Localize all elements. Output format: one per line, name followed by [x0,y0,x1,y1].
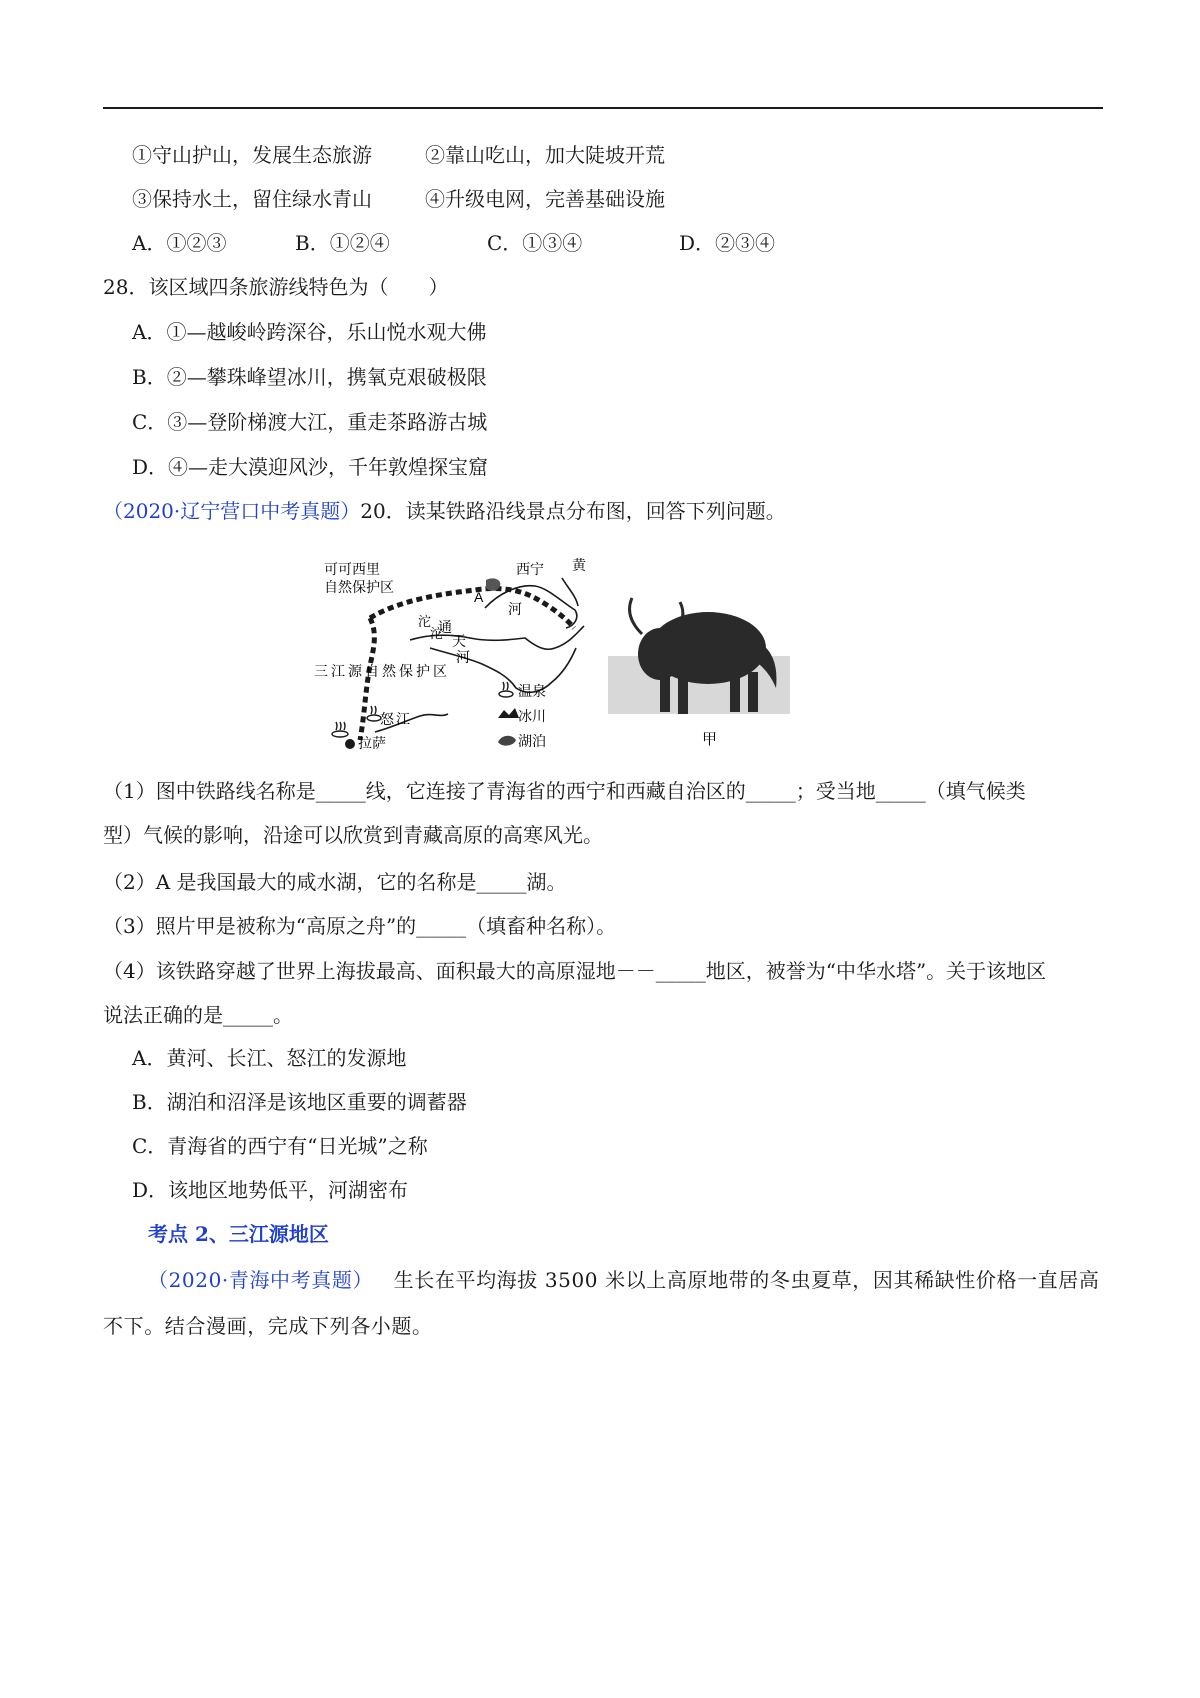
choice-d: D．②③④ [679,231,776,255]
railway-map-figure [314,557,850,751]
label-sanjiang: 三江源自然保护区 [314,663,450,679]
hotspring-legend-icon [499,682,513,697]
q20-part4-line2: 说法正确的是_____。 [103,1003,293,1027]
legend-lake: 湖泊 [518,733,546,749]
railway-line-south [360,618,374,740]
label-reserve: 自然保护区 [324,579,394,595]
legend-hotspring: 温泉 [518,683,546,699]
q28-choice-a: A．①—越峻岭跨深谷，乐山悦水观大佛 [132,320,487,344]
lake-legend-icon [498,736,516,746]
choice-a: A．①②③ [132,231,227,255]
photo-caption: 甲 [702,731,718,748]
header-rule [103,107,1103,109]
label-jiang: 江 [396,711,410,727]
qinghai-source: （2020·青海中考真题） [148,1268,374,1292]
q20-part2: （2）A 是我国最大的咸水湖，它的名称是_____湖。 [103,870,567,894]
qinghai-line1 [148,1266,1099,1294]
legend-glacier: 冰川 [518,708,546,724]
label-tong-3: 河 [456,649,470,665]
option-item-3: ③保持水土，留住绿水青山 [132,187,372,211]
map-legend [498,682,546,749]
section-title: 考点 2、三江源地区 [148,1222,329,1246]
q20-part1-line2: 型）气候的影响，沿途可以欣赏到青藏高原的高寒风光。 [103,823,603,847]
label-he: 河 [508,601,522,617]
q20-heading [103,497,786,525]
q28-choice-b: B．②—攀珠峰望冰川，携氧克艰破极限 [132,365,487,389]
option-item-2: ②靠山吃山，加大陡坡开荒 [425,143,665,167]
label-huang: 黄 [572,557,586,573]
glacier-legend-icon [498,708,519,718]
railway-line [370,588,574,628]
q28-choice-c: C．③—登阶梯渡大江，重走茶路游古城 [132,410,488,434]
label-kekexili: 可可西里 [324,561,380,577]
choice-b: B．①②④ [295,231,390,255]
lhasa-marker [345,739,355,749]
yak-photo [608,598,790,748]
q20-part1-line1: （1）图中铁路线名称是_____线，它连接了青海省的西宁和西藏自治区的_____；受当地_____（填气候类 [103,779,1026,803]
q20-part4-line1: （4）该铁路穿越了世界上海拔最高、面积最大的高原湿地－－_____地区，被誉为“中华水塔”。关于该地区 [103,959,1047,983]
label-tuotuo-1: 沱 [430,626,444,641]
q20-choice-c: C．青海省的西宁有“日光城”之称 [132,1134,428,1158]
label-tuotuo-2: 沱 [418,614,432,629]
label-a: A [474,589,484,605]
q20-part3: （3）照片甲是被称为“高原之舟”的_____（填畜种名称）。 [103,914,617,938]
label-nu: 怒 [380,711,394,727]
q20-stem: 20．读某铁路沿线景点分布图，回答下列问题。 [360,499,786,523]
q28-stem: 28．该区域四条旅游线特色为（ ） [103,275,449,299]
option-item-4: ④升级电网，完善基础设施 [425,187,665,211]
q20-source: （2020·辽宁营口中考真题） [103,499,361,523]
option-item-1: ①守山护山，发展生态旅游 [132,143,372,167]
q20-choice-d: D．该地区地势低平，河湖密布 [132,1178,409,1202]
qinghai-line2: 不下。结合漫画，完成下列各小题。 [103,1314,433,1338]
label-tong-1: 通 [438,619,452,635]
q28-choice-d: D．④—走大漠迎风沙，千年敦煌探宝窟 [132,455,489,479]
label-lhasa: 拉萨 [358,735,386,751]
label-xining: 西宁 [516,561,544,577]
hotspring-icon [332,706,381,737]
q20-choice-b: B．湖泊和沼泽是该地区重要的调蓄器 [132,1090,467,1114]
q20-choice-a: A．黄河、长江、怒江的发源地 [132,1046,407,1070]
label-tong-2: 天 [452,633,466,649]
qinghai-text: 生长在平均海拔 3500 米以上高原地带的冬虫夏草，因其稀缺性价格一直居高 [393,1268,1100,1292]
choice-c: C．①③④ [487,231,583,255]
